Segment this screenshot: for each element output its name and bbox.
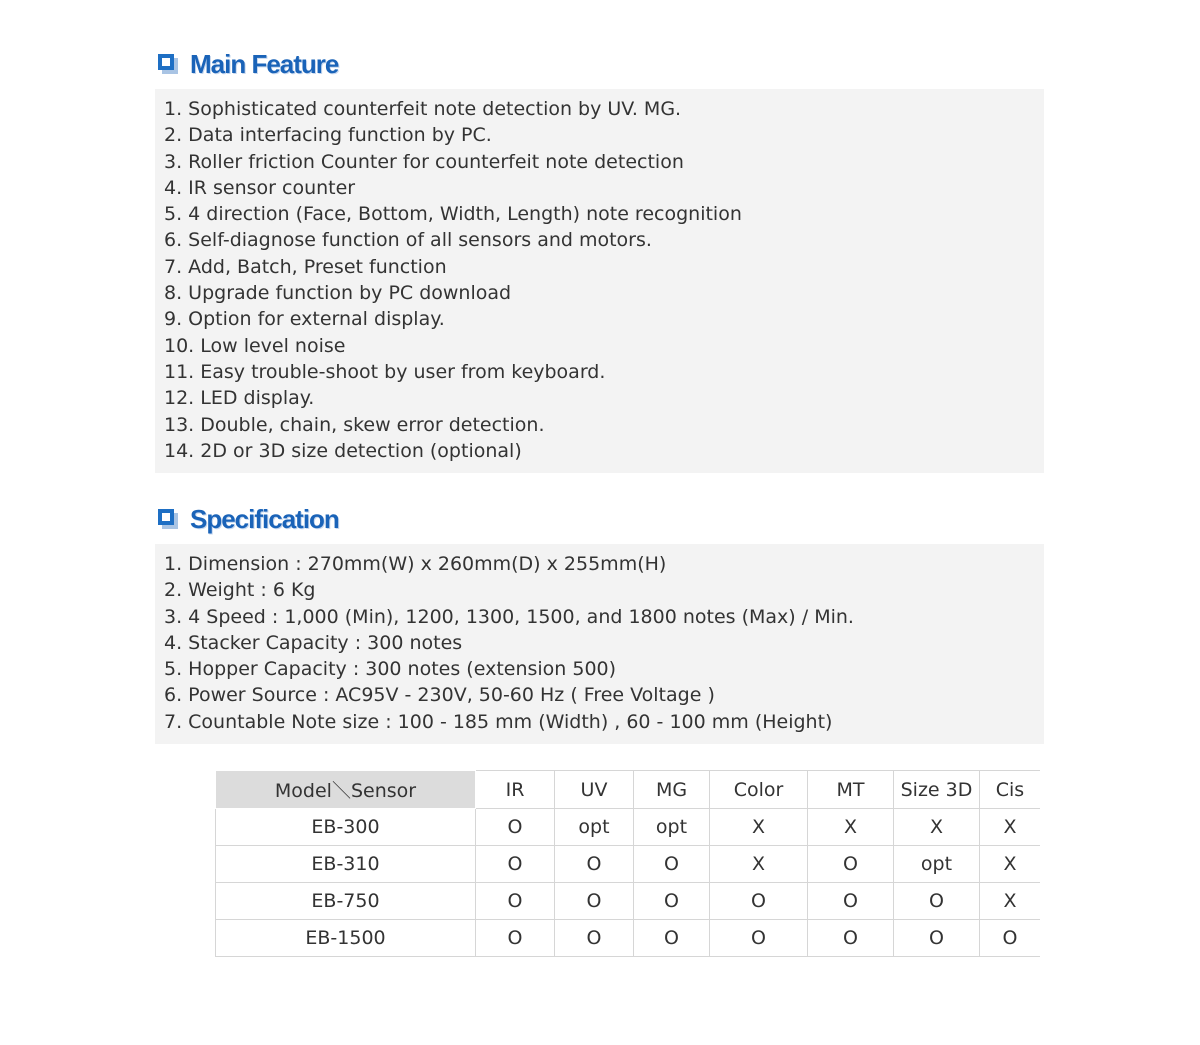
table-row [216, 809, 1041, 846]
table-body [216, 809, 1041, 957]
sensor-cell: O [634, 846, 710, 883]
sensor-cell: X [980, 846, 1041, 883]
sensor-cell: O [894, 920, 980, 957]
list-item: 4. IR sensor counter [164, 176, 356, 199]
list-item: 11. Easy trouble-shoot by user from keyboard. [164, 360, 606, 383]
list-item: 6. Self-diagnose function of all sensors and motors. [164, 229, 652, 252]
list-item: 1. Dimension : 270mm(W) x 260mm(D) x 255mm(H) [164, 553, 667, 575]
list-item: 3. Roller friction Counter for counterfeit note detection [164, 150, 684, 173]
table-row [216, 920, 1041, 957]
sensor-header: Size 3D [894, 771, 980, 809]
main-feature-heading [158, 47, 338, 81]
sensor-header: MG [634, 771, 710, 809]
sensor-cell: X [710, 809, 808, 846]
sensor-cell: X [710, 846, 808, 883]
list-item: 5. Hopper Capacity : 300 notes (extension 500) [164, 658, 617, 681]
spec-list [164, 551, 1044, 735]
section-title: Specification [190, 503, 339, 534]
list-item: 12. LED display. [164, 387, 315, 410]
sensor-cell: opt [634, 809, 710, 846]
sensor-cell: X [808, 809, 894, 846]
main-feature-box [155, 89, 1044, 473]
sensor-cell: O [808, 920, 894, 957]
sensor-table [215, 770, 1040, 957]
model-cell: EB-310 [216, 846, 476, 883]
sensor-header: IR [476, 771, 555, 809]
table-header-row [216, 771, 1041, 809]
list-item: 7. Countable Note size : 100 - 185 mm (Width) , 60 - 100 mm (Height) [164, 710, 833, 733]
sensor-cell: O [710, 920, 808, 957]
sensor-header: UV [555, 771, 634, 809]
list-item: 2. Data interfacing function by PC. [164, 124, 492, 147]
sensor-cell: O [894, 883, 980, 920]
table-row [216, 883, 1041, 920]
sensor-cell: O [710, 883, 808, 920]
list-item: 13. Double, chain, skew error detection. [164, 413, 545, 436]
sensor-cell: O [476, 883, 555, 920]
sensor-cell: X [894, 809, 980, 846]
sensor-header: Color [710, 771, 808, 809]
list-item: 2. Weight : 6 Kg [164, 579, 316, 602]
list-item: 14. 2D or 3D size detection (optional) [164, 439, 522, 462]
list-item: 8. Upgrade function by PC download [164, 282, 512, 305]
model-cell: EB-750 [216, 883, 476, 920]
sensor-cell: opt [555, 809, 634, 846]
sensor-cell: O [634, 920, 710, 957]
square-bullet-icon [158, 509, 178, 529]
list-item: 5. 4 direction (Face, Bottom, Width, Length) note recognition [164, 203, 742, 226]
model-sensor-header: Model＼Sensor [216, 771, 476, 809]
list-item: 3. 4 Speed : 1,000 (Min), 1200, 1300, 1500, and 1800 notes (Max) / Min. [164, 605, 854, 628]
model-cell: EB-1500 [216, 920, 476, 957]
sensor-cell: opt [894, 846, 980, 883]
model-cell: EB-300 [216, 809, 476, 846]
list-item: 7. Add, Batch, Preset function [164, 255, 447, 278]
list-item: 4. Stacker Capacity : 300 notes [164, 631, 463, 654]
sensor-cell: O [555, 883, 634, 920]
sensor-header: Cis [980, 771, 1041, 809]
sensor-header: MT [808, 771, 894, 809]
section-title: Main Feature [190, 48, 339, 79]
sensor-cell: O [476, 809, 555, 846]
sensor-cell: O [808, 846, 894, 883]
list-item: 6. Power Source : AC95V - 230V, 50-60 Hz ( Free Voltage ) [164, 684, 715, 707]
sensor-cell: O [555, 846, 634, 883]
sensor-cell: O [634, 883, 710, 920]
specification-box [155, 544, 1044, 744]
table-row [216, 846, 1041, 883]
feature-list [164, 96, 1044, 464]
sensor-cell: O [476, 920, 555, 957]
sensor-cell: X [980, 883, 1041, 920]
list-item: 1. Sophisticated counterfeit note detection by UV. MG. [164, 98, 682, 120]
sensor-cell: O [555, 920, 634, 957]
sensor-cell: O [980, 920, 1041, 957]
sensor-cell: O [808, 883, 894, 920]
sensor-cell: X [980, 809, 1041, 846]
square-bullet-icon [158, 54, 178, 74]
sensor-cell: O [476, 846, 555, 883]
specification-heading [158, 502, 339, 536]
list-item: 10. Low level noise [164, 334, 346, 357]
list-item: 9. Option for external display. [164, 308, 445, 331]
